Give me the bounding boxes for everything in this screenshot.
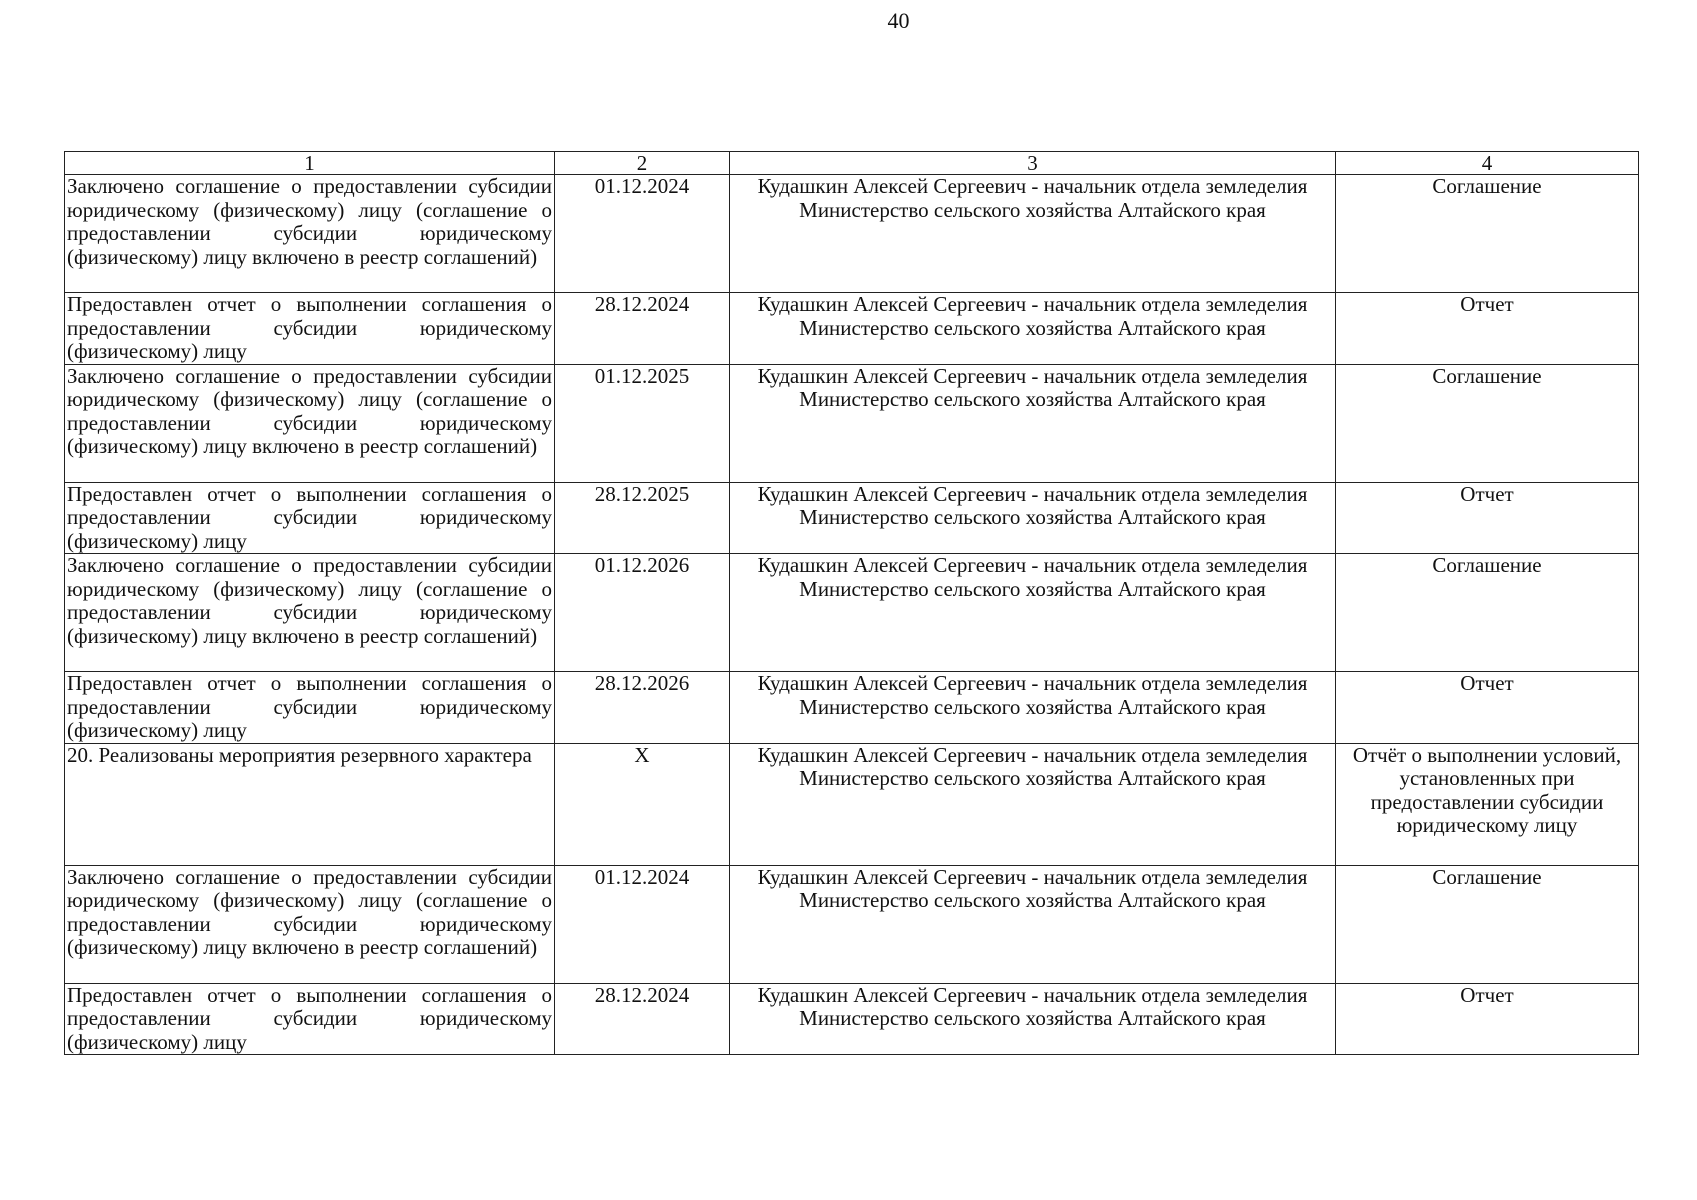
table-row [65,983,1639,1055]
confirming-document: Отчет [1336,293,1639,365]
table-row [65,743,1639,865]
event-description: Заключено соглашение о предоставлении субсидии юридическому (физическому) лицу (соглашение о предоставлении субсидии юридическому (физическому) лицу включено в реестр соглашений) [65,865,555,983]
responsible-person: Кудашкин Алексей Сергеевич - начальник отдела земледелия Министерство сельского хозяйства Алтайского края [730,482,1336,554]
table-row [65,175,1639,293]
column-header-3: 3 [730,152,1336,175]
responsible-person: Кудашкин Алексей Сергеевич - начальник отдела земледелия Министерство сельского хозяйства Алтайского края [730,293,1336,365]
confirming-document: Отчет [1336,983,1639,1055]
column-header-2: 2 [555,152,730,175]
table-row [65,672,1639,744]
column-header-4: 4 [1336,152,1639,175]
event-date: 28.12.2024 [555,293,730,365]
responsible-person: Кудашкин Алексей Сергеевич - начальник отдела земледелия Министерство сельского хозяйства Алтайского края [730,983,1336,1055]
confirming-document: Соглашение [1336,554,1639,672]
event-date: 01.12.2024 [555,175,730,293]
event-date: 28.12.2026 [555,672,730,744]
event-description: Заключено соглашение о предоставлении субсидии юридическому (физическому) лицу (соглашение о предоставлении субсидии юридическому (физическому) лицу включено в реестр соглашений) [65,175,555,293]
event-date: 01.12.2026 [555,554,730,672]
confirming-document: Соглашение [1336,364,1639,482]
responsible-person: Кудашкин Алексей Сергеевич - начальник отдела земледелия Министерство сельского хозяйства Алтайского края [730,554,1336,672]
confirming-document: Отчёт о выполнении условий, установленных при предоставлении субсидии юридическому лицу [1336,743,1639,865]
event-date: 01.12.2025 [555,364,730,482]
event-description: Заключено соглашение о предоставлении субсидии юридическому (физическому) лицу (соглашение о предоставлении субсидии юридическому (физическому) лицу включено в реестр соглашений) [65,364,555,482]
event-description: Заключено соглашение о предоставлении субсидии юридическому (физическому) лицу (соглашение о предоставлении субсидии юридическому (физическому) лицу включено в реестр соглашений) [65,554,555,672]
event-description: 20. Реализованы мероприятия резервного характера [65,743,555,865]
responsible-person: Кудашкин Алексей Сергеевич - начальник отдела земледелия Министерство сельского хозяйства Алтайского края [730,743,1336,865]
plan-table [64,151,1639,1055]
header-row [65,152,1639,175]
table-row [65,554,1639,672]
event-description: Предоставлен отчет о выполнении соглашения о предоставлении субсидии юридическому (физическому) лицу [65,482,555,554]
event-date: 28.12.2024 [555,983,730,1055]
responsible-person: Кудашкин Алексей Сергеевич - начальник отдела земледелия Министерство сельского хозяйства Алтайского края [730,865,1336,983]
table-row [65,364,1639,482]
responsible-person: Кудашкин Алексей Сергеевич - начальник отдела земледелия Министерство сельского хозяйства Алтайского края [730,364,1336,482]
confirming-document: Отчет [1336,482,1639,554]
page-number: 40 [887,8,910,33]
event-description: Предоставлен отчет о выполнении соглашения о предоставлении субсидии юридическому (физическому) лицу [65,672,555,744]
confirming-document: Отчет [1336,672,1639,744]
responsible-person: Кудашкин Алексей Сергеевич - начальник отдела земледелия Министерство сельского хозяйства Алтайского края [730,175,1336,293]
event-date: 28.12.2025 [555,482,730,554]
event-date: 01.12.2024 [555,865,730,983]
event-description: Предоставлен отчет о выполнении соглашения о предоставлении субсидии юридическому (физическому) лицу [65,983,555,1055]
table-row [65,482,1639,554]
column-header-1: 1 [65,152,555,175]
confirming-document: Соглашение [1336,175,1639,293]
event-description: Предоставлен отчет о выполнении соглашения о предоставлении субсидии юридическому (физическому) лицу [65,293,555,365]
table-row [65,865,1639,983]
table-row [65,293,1639,365]
responsible-person: Кудашкин Алексей Сергеевич - начальник отдела земледелия Министерство сельского хозяйства Алтайского края [730,672,1336,744]
event-date: X [555,743,730,865]
confirming-document: Соглашение [1336,865,1639,983]
